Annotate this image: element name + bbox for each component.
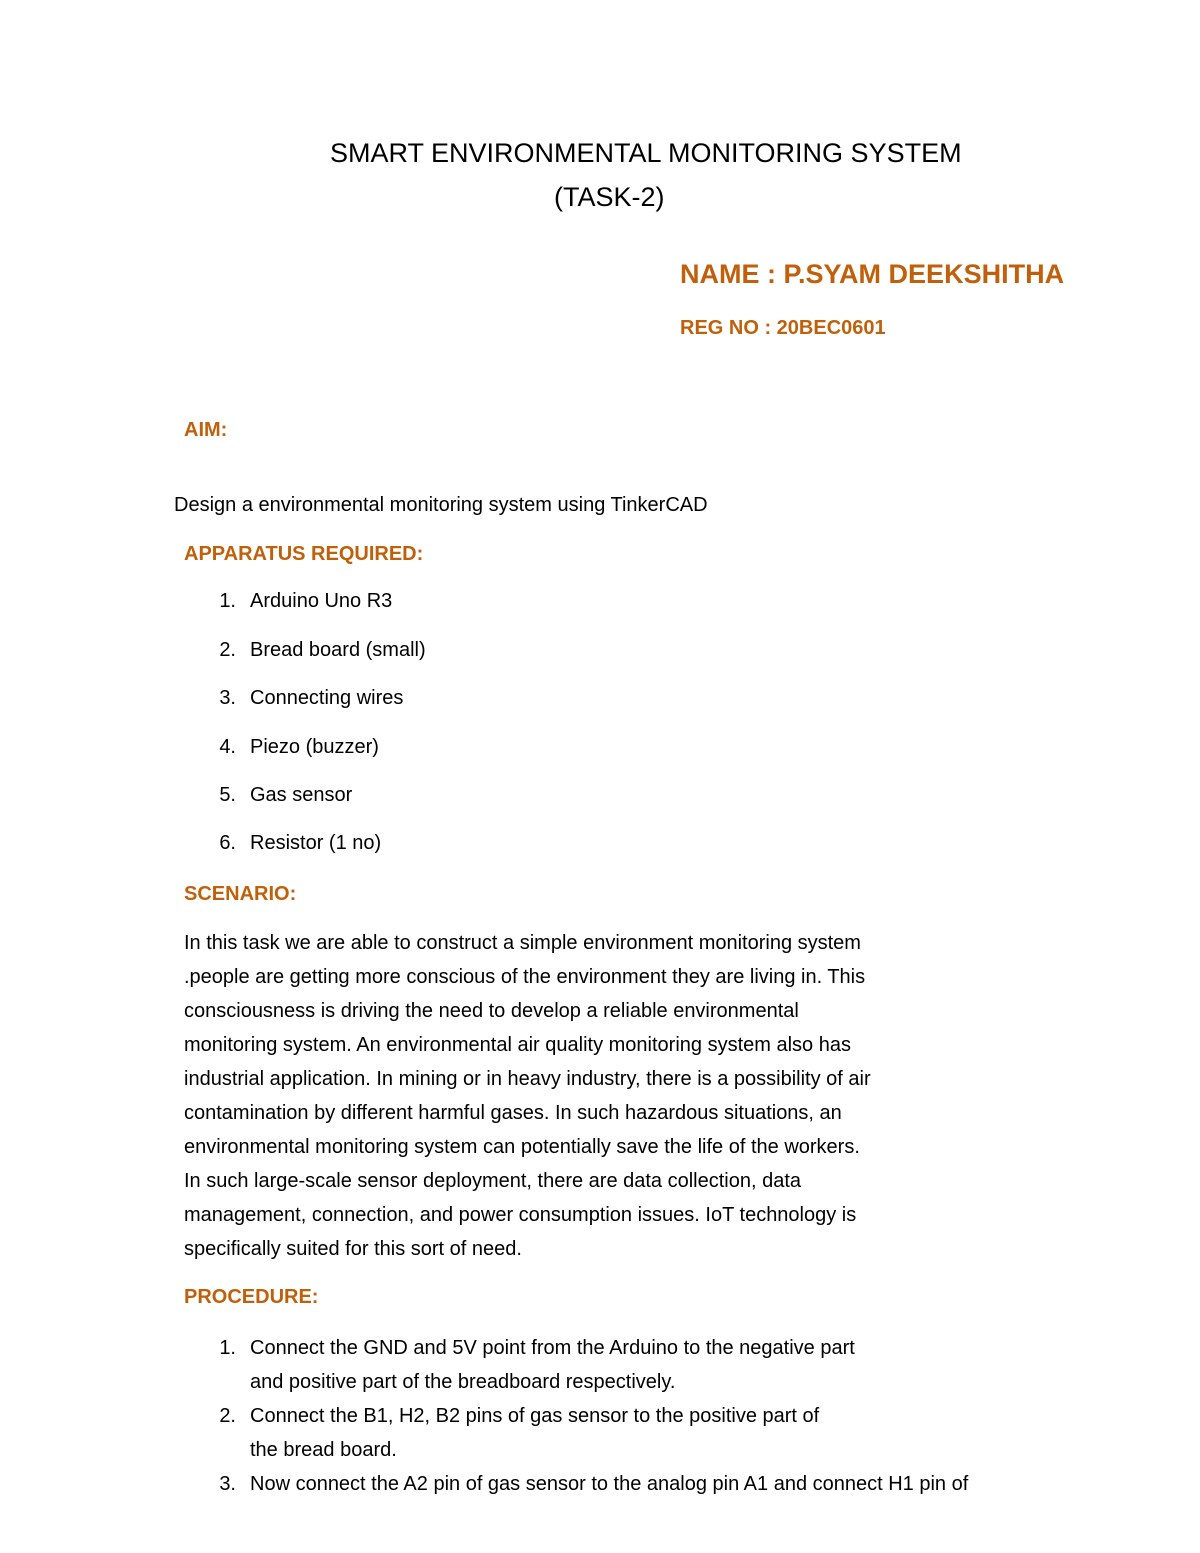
list-number: 5. xyxy=(219,784,236,806)
step-line: and positive part of the breadboard respectively. xyxy=(250,1371,676,1393)
list-item xyxy=(200,590,392,613)
procedure-list xyxy=(214,1331,1134,1501)
aim-heading: AIM: xyxy=(184,419,228,441)
step-line: Now connect the A2 pin of gas sensor to the analog pin A1 and connect H1 pin of xyxy=(250,1473,969,1495)
paragraph-line: specifically suited for this sort of need. xyxy=(184,1238,522,1260)
procedure-step xyxy=(214,1399,1134,1467)
paragraph-line: In such large-scale sensor deployment, there are data collection, data xyxy=(184,1170,802,1192)
list-text: Arduino Uno R3 xyxy=(250,590,393,612)
procedure-step xyxy=(214,1467,1134,1501)
document-title: SMART ENVIRONMENTAL MONITORING SYSTEM xyxy=(330,138,962,168)
step-number: 3. xyxy=(219,1473,236,1495)
procedure-step xyxy=(214,1331,1134,1399)
list-number: 6. xyxy=(219,832,236,854)
list-text: Gas sensor xyxy=(250,784,353,806)
list-text: Piezo (buzzer) xyxy=(250,736,379,758)
paragraph-line: .people are getting more conscious of the environment they are living in. This xyxy=(184,966,866,988)
document-subtitle: (TASK-2) xyxy=(554,182,665,212)
list-item xyxy=(200,832,381,855)
paragraph-line: industrial application. In mining or in heavy industry, there is a possibility of air xyxy=(184,1068,871,1090)
list-item xyxy=(200,784,352,807)
step-number: 1. xyxy=(219,1337,236,1359)
procedure-heading: PROCEDURE: xyxy=(184,1286,319,1308)
paragraph-line: monitoring system. An environmental air quality monitoring system also has xyxy=(184,1034,851,1056)
paragraph-line: management, connection, and power consumption issues. IoT technology is xyxy=(184,1204,857,1226)
step-number: 2. xyxy=(219,1405,236,1427)
paragraph-line: environmental monitoring system can potentially save the life of the workers. xyxy=(184,1136,860,1158)
list-number: 4. xyxy=(219,736,236,758)
paragraph-line: consciousness is driving the need to develop a reliable environmental xyxy=(184,1000,799,1022)
list-text: Connecting wires xyxy=(250,687,404,709)
list-item xyxy=(200,736,379,759)
scenario-paragraph xyxy=(184,926,1064,1266)
step-line: Connect the B1, H2, B2 pins of gas sensor to the positive part of xyxy=(250,1405,820,1427)
list-item xyxy=(200,687,403,710)
paragraph-line: In this task we are able to construct a simple environment monitoring system xyxy=(184,932,861,954)
list-number: 2. xyxy=(219,639,236,661)
step-line: the bread board. xyxy=(250,1439,397,1461)
list-item xyxy=(200,639,426,662)
list-number: 3. xyxy=(219,687,236,709)
apparatus-heading: APPARATUS REQUIRED: xyxy=(184,543,424,565)
student-name: NAME : P.SYAM DEEKSHITHA xyxy=(680,259,1065,289)
list-text: Resistor (1 no) xyxy=(250,832,382,854)
step-line: Connect the GND and 5V point from the Arduino to the negative part xyxy=(250,1337,855,1359)
registration-number: REG NO : 20BEC0601 xyxy=(680,317,886,339)
scenario-heading: SCENARIO: xyxy=(184,883,297,905)
list-number: 1. xyxy=(219,590,236,612)
paragraph-line: contamination by different harmful gases. In such hazardous situations, an xyxy=(184,1102,842,1124)
aim-text: Design a environmental monitoring system using TinkerCAD xyxy=(174,494,708,516)
list-text: Bread board (small) xyxy=(250,639,426,661)
